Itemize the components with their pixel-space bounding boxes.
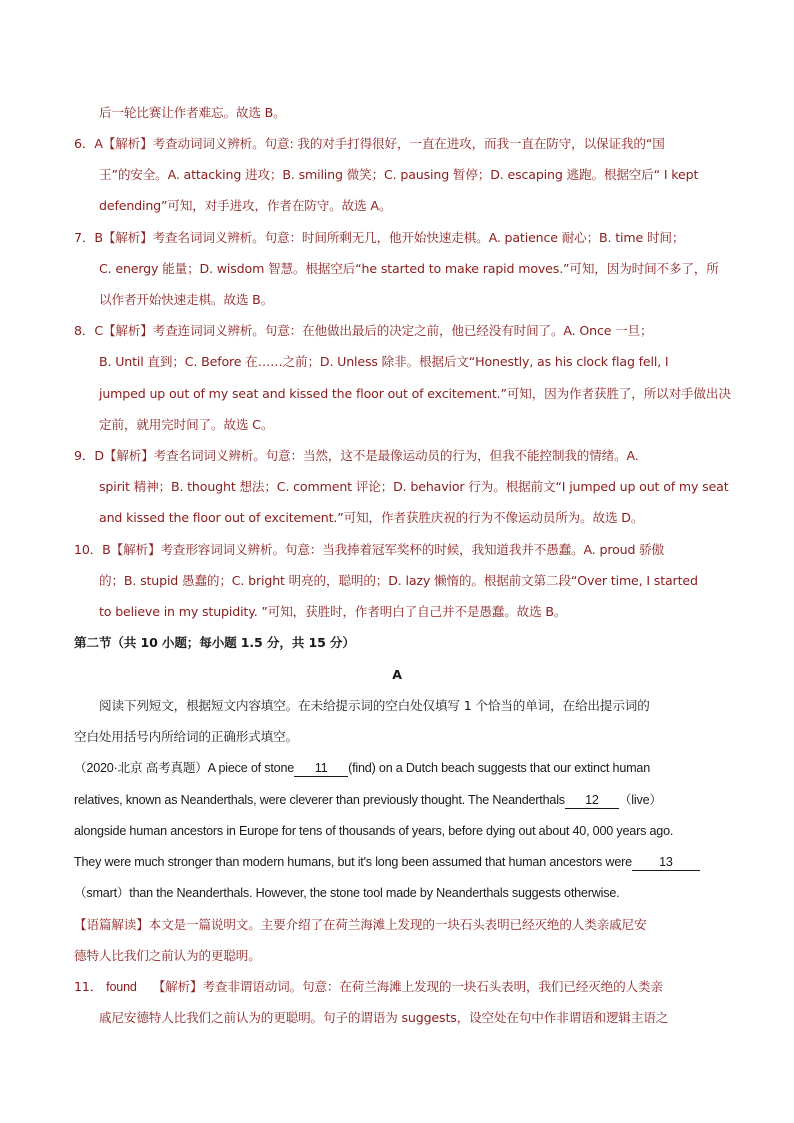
answer-7-number: 7． — [74, 230, 95, 245]
answer-10-line-2: 的；B. stupid 愚蠢的；C. bright 明亮的，聪明的；D. lazy 懒惰的。根据前文第二段“Over time, I started — [99, 573, 698, 588]
answer-10-number: 10． — [74, 542, 103, 557]
answer-6-line-2: 王”的安全。A. attacking 进攻；B. smiling 微笑；C. pausing 暂停；D. escaping 逃跑。根据空后“ I kept — [99, 167, 699, 182]
passage-line-4 — [74, 853, 700, 871]
reading-line-1: 本文是一篇说明文。主要介绍了在荷兰海滩上发现的一块石头表明已经灭绝的人类亲戚尼安 — [148, 917, 647, 932]
answer-8-line-3: jumped up out of my seat and kissed the floor out of excitement.”可知，因为作者获胜了，所以对手做出决 — [99, 386, 731, 401]
answer-8-line-2: B. Until 直到；C. Before 在……之前；D. Unless 除非。根据后文“Honestly, as his clock flag fell, I — [99, 354, 669, 369]
answer-11-number: 11． — [74, 979, 103, 994]
answer-7-line-2: C. energy 能量；D. wisdom 智慧。根据空后“he started to make rapid moves.”可知，因为时间不多了，所 — [99, 261, 719, 276]
passage-line-5: （smart）than the Neanderthals. However, the stone tool made by Neanderthals suggests otherwise. — [74, 886, 620, 900]
answer-6-line-3: defending”可知，对手进攻，作者在防守。故选 A。 — [99, 198, 392, 213]
answer-7 — [74, 229, 684, 247]
answer-11-word: found — [106, 980, 137, 994]
section-header: 第二节（共 10 小题；每小题 1.5 分，共 15 分） — [74, 635, 355, 650]
answer-11-line-2: 戚尼安德特人比我们之前认为的更聪明。句子的谓语为 suggests，设空处在句中作非谓语和逻辑主语之 — [99, 1010, 669, 1025]
instructions-line-1: 阅读下列短文，根据短文内容填空。在未给提示词的空白处仅填写 1 个恰当的单词，在给出提示词的 — [99, 698, 650, 713]
answer-6-number: 6． — [74, 136, 95, 151]
passage-line-4-text: They were much stronger than modern humans, but it's long been assumed that human ancestors were — [74, 855, 632, 869]
answer-8-number: 8． — [74, 323, 95, 338]
answer-7-line-3: 以作者开始快速走棋。故选 B。 — [99, 292, 274, 307]
answer-9 — [74, 447, 639, 465]
passage-line-2-hint: （live） — [618, 793, 662, 807]
answer-6 — [74, 135, 665, 153]
reading-tag: 【语篇解读】 — [74, 917, 149, 932]
answer-9-letter: D — [94, 448, 104, 463]
passage-source: （2020·北京 高考真题）A piece of stone — [74, 761, 295, 775]
passage-line-1 — [74, 759, 650, 777]
answer-intro-line: 后一轮比赛让作者难忘。故选 B。 — [99, 105, 286, 120]
answer-8-line-4: 定前，就用完时间了。故选 C。 — [99, 417, 274, 432]
answer-9-line-2: spirit 精神；B. thought 想法；C. comment 评论；D. behavior 行为。根据前文“I jumped up out of my seat — [99, 479, 729, 494]
blank-12: 12 — [565, 792, 619, 809]
answer-9-tag: 【解析】 — [103, 448, 154, 463]
answer-8 — [74, 322, 653, 340]
answer-10 — [74, 541, 664, 559]
passage-line-2 — [74, 791, 662, 809]
answer-11-tag: 【解析】 — [152, 979, 203, 994]
answer-9-line-3: and kissed the floor out of excitement.”可知，作者获胜庆祝的行为不像运动员所为。故选 D。 — [99, 510, 644, 525]
passage-line-3: alongside human ancestors in Europe for tens of thousands of years, before dying out about 40, 000 years ago. — [74, 824, 674, 838]
answer-10-line-1: 考查形容词词义辨析。句意：当我捧着冠军奖杯的时候，我知道我并不愚蠢。A. proud 骄傲 — [160, 542, 665, 557]
reading-explanation — [74, 916, 646, 934]
answer-7-tag: 【解析】 — [102, 230, 153, 245]
answer-10-line-3: to believe in my stupidity. ”可知，获胜时，作者明白了自己并不是愚蠢。故选 B。 — [99, 604, 567, 619]
blank-13: 13 — [632, 854, 700, 871]
answer-11 — [74, 978, 663, 996]
answer-6-line-1: 考查动词词义辨析。句意: 我的对手打得很好，一直在进攻，而我一直在防守，以保证我的“国 — [152, 136, 665, 151]
answer-8-letter: C — [94, 323, 103, 338]
answer-11-line-1: 考查非谓语动词。句意：在荷兰海滩上发现的一块石头表明，我们已经灭绝的人类亲 — [202, 979, 663, 994]
answer-10-tag: 【解析】 — [110, 542, 161, 557]
answer-6-tag: 【解析】 — [102, 136, 153, 151]
answer-9-number: 9． — [74, 448, 95, 463]
answer-6-letter: A — [94, 136, 103, 151]
instructions-line-2: 空白处用括号内所给词的正确形式填空。 — [74, 729, 298, 744]
passage-line-1-rest: (find) on a Dutch beach suggests that our extinct human — [348, 761, 651, 775]
part-label: A — [392, 667, 402, 682]
answer-9-line-1: 考查名词词义辨析。句意：当然，这不是最像运动员的行为，但我不能控制我的情绪。A. — [153, 448, 639, 463]
reading-line-2: 德特人比我们之前认为的更聪明。 — [74, 948, 261, 963]
answer-10-letter: B — [102, 542, 111, 557]
blank-11: 11 — [294, 760, 348, 777]
answer-8-tag: 【解析】 — [102, 323, 153, 338]
answer-7-line-1: 考查名词词义辨析。句意：时间所剩无几，他开始快速走棋。A. patience 耐心；B. time 时间； — [152, 230, 685, 245]
answer-8-line-1: 考查连词词义辨析。句意：在他做出最后的决定之前，他已经没有时间了。A. Once 一旦； — [152, 323, 653, 338]
answer-7-letter: B — [94, 230, 103, 245]
passage-line-2-text: relatives, known as Neanderthals, were cleverer than previously thought. The Neanderthals — [74, 793, 565, 807]
